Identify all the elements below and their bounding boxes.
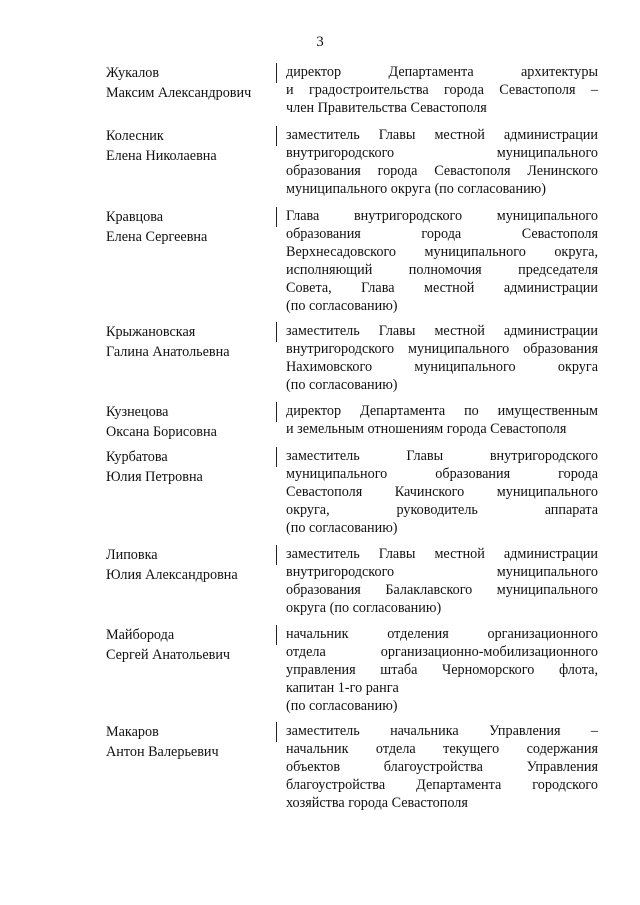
member-surname: Курбатова xyxy=(106,449,168,465)
role-line: внутригородского муниципального xyxy=(286,145,598,161)
role-line: и земельным отношениям города Севастополя xyxy=(286,421,567,437)
role-line: округа (по согласованию) xyxy=(286,600,442,616)
member-surname: Кравцова xyxy=(106,209,164,225)
member-surname: Колесник xyxy=(106,128,164,144)
name-role-separator xyxy=(276,126,277,146)
role-line: муниципального образования города xyxy=(286,466,598,482)
role-line: объектов благоустройства Управления xyxy=(286,759,598,775)
member-name xyxy=(106,625,286,665)
role-line: управления штаба Черноморского флота, xyxy=(286,662,598,678)
member-given-names: Галина Анатольевна xyxy=(106,344,230,360)
role-line: (по согласованию) xyxy=(286,298,398,314)
role-line: внутригородского муниципального xyxy=(286,564,598,580)
member-name xyxy=(106,722,286,762)
role-line: округа, руководитель аппарата xyxy=(286,502,598,518)
role-line: (по согласованию) xyxy=(286,698,398,714)
role-line: внутригородского муниципального образования xyxy=(286,341,598,357)
member-role xyxy=(286,126,598,198)
name-role-separator xyxy=(276,402,277,422)
member-name xyxy=(106,207,286,247)
role-line: заместитель Главы внутригородского xyxy=(286,448,598,464)
member-role xyxy=(286,722,598,812)
role-line: директор Департамента архитектуры xyxy=(286,64,598,80)
member-given-names: Елена Николаевна xyxy=(106,148,217,164)
name-role-separator xyxy=(276,722,277,742)
role-line: директор Департамента по имущественным xyxy=(286,403,598,419)
role-line: (по согласованию) xyxy=(286,377,398,393)
member-given-names: Юлия Петровна xyxy=(106,469,203,485)
role-line: исполняющий полномочия председателя xyxy=(286,262,598,278)
member-surname: Крыжановская xyxy=(106,324,196,340)
member-name xyxy=(106,447,286,487)
member-given-names: Максим Александрович xyxy=(106,85,252,101)
name-role-separator xyxy=(276,63,277,83)
role-line: образования Балаклавского муниципального xyxy=(286,582,598,598)
member-name xyxy=(106,545,286,585)
role-line: капитан 1-го ранга xyxy=(286,680,399,696)
member-name xyxy=(106,322,286,362)
role-line: благоустройства Департамента городского xyxy=(286,777,598,793)
role-line: хозяйства города Севастополя xyxy=(286,795,468,811)
member-given-names: Сергей Анатольевич xyxy=(106,647,231,663)
member-given-names: Елена Сергеевна xyxy=(106,229,208,245)
role-line: заместитель начальника Управления – xyxy=(286,723,598,739)
role-line: начальник отдела текущего содержания xyxy=(286,741,598,757)
role-line: образования города Севастополя Ленинского xyxy=(286,163,598,179)
role-line: и градостроительства города Севастополя – xyxy=(286,82,598,98)
page-number: 3 xyxy=(316,34,324,50)
member-name xyxy=(106,63,286,103)
name-role-separator xyxy=(276,625,277,645)
member-surname: Жукалов xyxy=(106,65,160,81)
member-role xyxy=(286,63,598,117)
member-given-names: Антон Валерьевич xyxy=(106,744,219,760)
role-line: заместитель Главы местной администрации xyxy=(286,546,598,562)
member-surname: Макаров xyxy=(106,724,159,740)
name-role-separator xyxy=(276,322,277,342)
role-line: отдела организационно-мобилизационного xyxy=(286,644,598,660)
role-line: Верхнесадовского муниципального округа, xyxy=(286,244,598,260)
name-role-separator xyxy=(276,447,277,467)
member-role xyxy=(286,402,598,438)
member-role xyxy=(286,545,598,617)
role-line: Глава внутригородского муниципального xyxy=(286,208,598,224)
member-surname: Майборода xyxy=(106,627,175,643)
member-role xyxy=(286,447,598,537)
member-surname: Липовка xyxy=(106,547,158,563)
member-given-names: Юлия Александровна xyxy=(106,567,238,583)
name-role-separator xyxy=(276,207,277,227)
role-line: (по согласованию) xyxy=(286,520,398,536)
role-line: Нахимовского муниципального округа xyxy=(286,359,598,375)
role-line: начальник отделения организационного xyxy=(286,626,598,642)
member-role xyxy=(286,322,598,394)
member-role xyxy=(286,625,598,715)
member-name xyxy=(106,126,286,166)
role-line: член Правительства Севастополя xyxy=(286,100,487,116)
role-line: Севастополя Качинского муниципального xyxy=(286,484,598,500)
role-line: образования города Севастополя xyxy=(286,226,598,242)
member-role xyxy=(286,207,598,315)
role-line: заместитель Главы местной администрации xyxy=(286,323,598,339)
member-surname: Кузнецова xyxy=(106,404,169,420)
role-line: заместитель Главы местной администрации xyxy=(286,127,598,143)
role-line: Совета, Глава местной администрации xyxy=(286,280,598,296)
name-role-separator xyxy=(276,545,277,565)
member-given-names: Оксана Борисовна xyxy=(106,424,217,440)
member-name xyxy=(106,402,286,442)
role-line: муниципального округа (по согласованию) xyxy=(286,181,546,197)
